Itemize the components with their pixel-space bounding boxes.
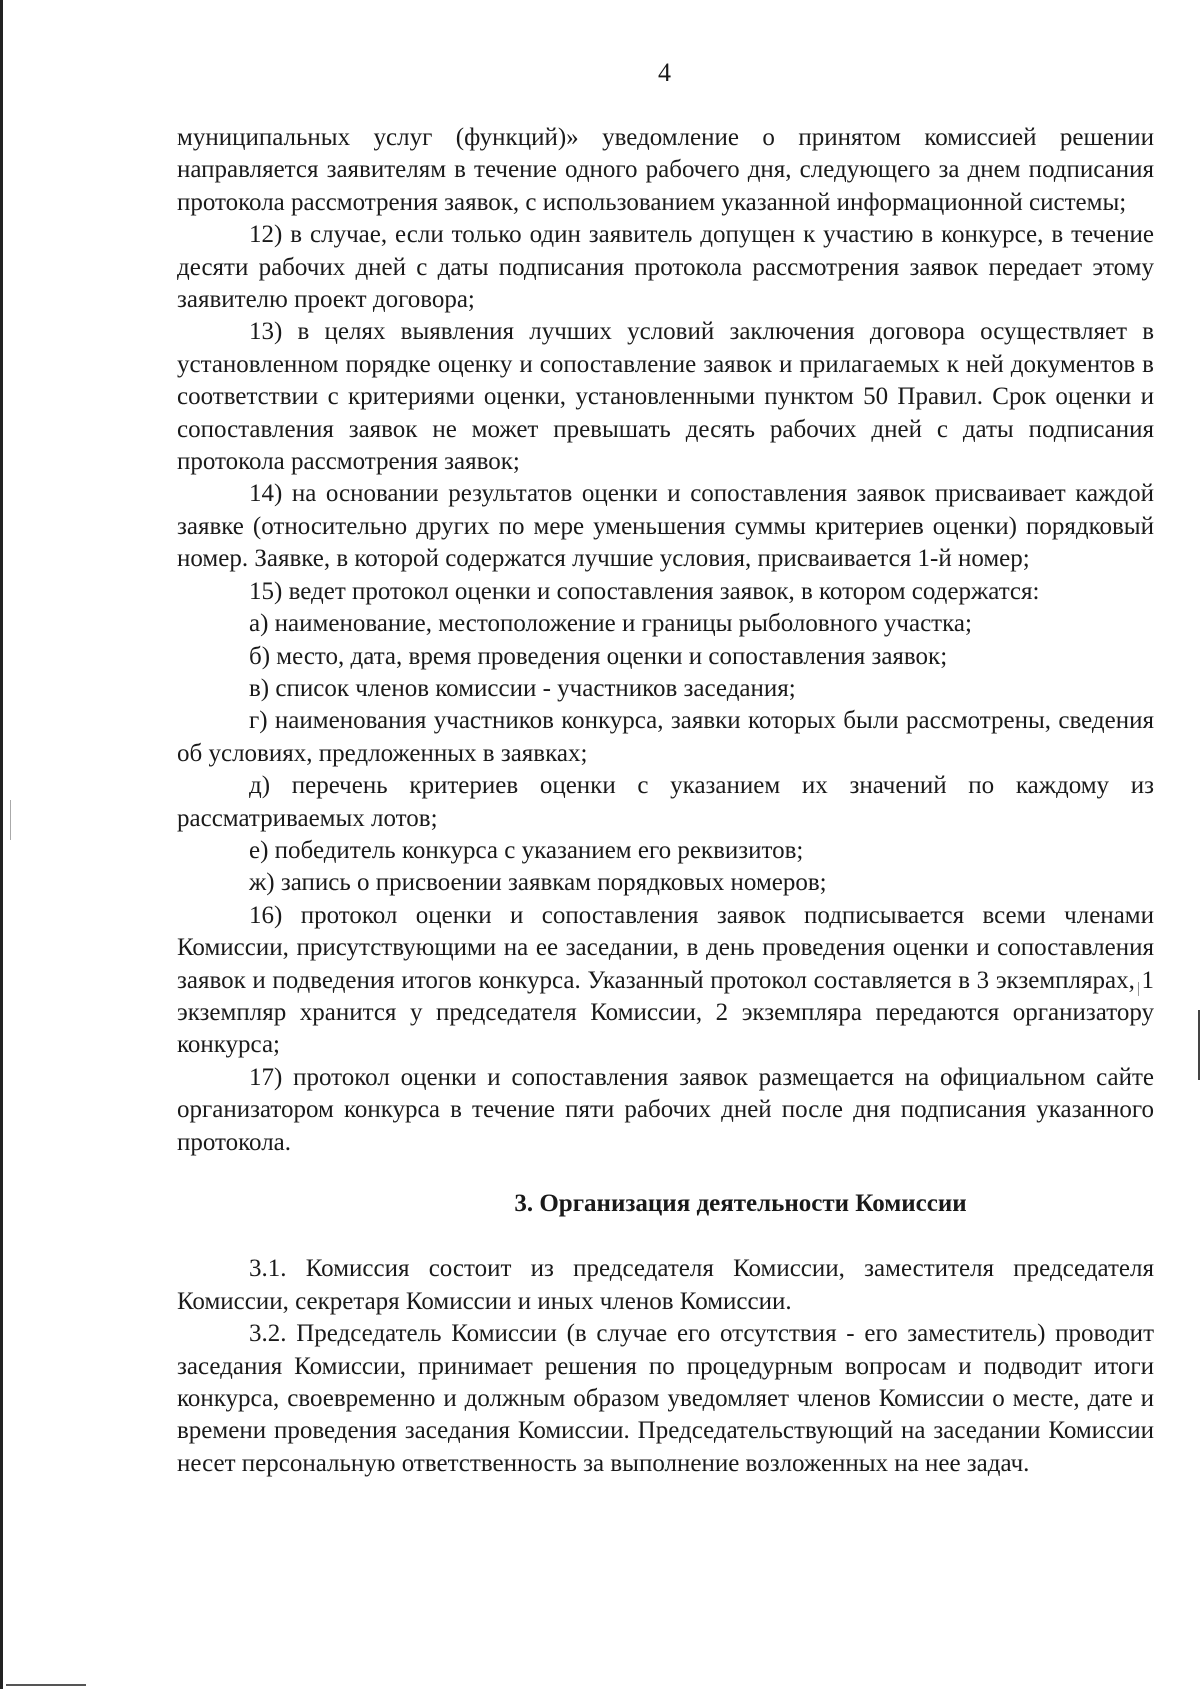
paragraph-item-16: 16) протокол оценки и сопоставления заявок подписывается всеми членами Комиссии, присутствующими на ее заседании, в день проведения оценки и сопоставления заявок и подведения итогов конкурса. Указанный протокол составляется в 3 экземплярах, 1 экземпляр хранится у председателя Комиссии, 2 экземпляра передаются организатору конкурса; xyxy=(177,901,1154,1059)
scan-edge-left xyxy=(0,0,3,1689)
paragraph-item-15: 15) ведет протокол оценки и сопоставления заявок, в котором содержатся: xyxy=(249,577,1040,605)
paragraph-subitem-e: е) победитель конкурса с указанием его реквизитов; xyxy=(249,836,804,864)
page-number: 4 xyxy=(658,58,671,87)
paragraph-3-2: 3.2. Председатель Комиссии (в случае его отсутствия - его заместитель) проводит заседания Комиссии, принимает решения по процедурным вопросам и подводит итоги конкурса, своевременно и должным образом уведомляет членов Комиссии о месте, дате и времени проведения заседания Комиссии. Председательствующий на заседании Комиссии несет персональную ответственность за выполнение возложенных на нее задач. xyxy=(177,1320,1154,1477)
paragraph-subitem-g: г) наименования участников конкурса, заявки которых были рассмотрены, сведения об условиях, предложенных в заявках; xyxy=(177,707,1154,767)
document-body xyxy=(177,122,1154,1480)
paragraph-item-14: 14) на основании результатов оценки и сопоставления заявок присваивает каждой заявке (относительно других по мере уменьшения суммы критериев оценки) порядковый номер. Заявке, в которой содержатся лучшие условия, присваивается 1-й номер; xyxy=(177,480,1154,573)
paragraph-subitem-b: б) место, дата, время проведения оценки и сопоставления заявок; xyxy=(249,642,948,670)
scan-mark-bottom xyxy=(6,1684,86,1686)
paragraph-subitem-v: в) список членов комиссии - участников заседания; xyxy=(249,674,796,702)
section-heading: 3. Организация деятельности Комиссии xyxy=(514,1190,967,1217)
paragraph-continuation: муниципальных услуг (функций)» уведомление о принятом комиссией решении направляется заявителям в течение одного рабочего дня, следующего за днем подписания протокола рассмотрения заявок, с использованием указанной информационной системы; xyxy=(177,124,1154,216)
paragraph-subitem-zh: ж) запись о присвоении заявкам порядковых номеров; xyxy=(249,869,827,897)
paragraph-item-12: 12) в случае, если только один заявитель допущен к участию в конкурсе, в течение десяти рабочих дней с даты подписания протокола рассмотрения заявок передает этому заявителю проект договора; xyxy=(177,221,1154,314)
paragraph-subitem-d: д) перечень критериев оценки с указанием их значений по каждому из рассматриваемых лотов; xyxy=(177,772,1154,832)
paragraph-item-17: 17) протокол оценки и сопоставления заявок размещается на официальном сайте организатором конкурса в течение пяти рабочих дней после дня подписания указанного протокола. xyxy=(177,1063,1154,1156)
scan-mark xyxy=(10,800,11,840)
paragraph-item-13: 13) в целях выявления лучших условий заключения договора осуществляет в установленном порядке оценку и сопоставление заявок и прилагаемых к ней документов в соответствии с критериями оценки, установленными пунктом 50 Правил. Срок оценки и сопоставления заявок не может превышать десять рабочих дней с даты подписания протокола рассмотрения заявок; xyxy=(177,318,1154,476)
paragraph-3-1: 3.1. Комиссия состоит из председателя Комиссии, заместителя председателя Комиссии, секретаря Комиссии и иных членов Комиссии. xyxy=(177,1255,1154,1315)
paragraph-subitem-a: а) наименование, местоположение и границы рыболовного участка; xyxy=(249,610,972,638)
